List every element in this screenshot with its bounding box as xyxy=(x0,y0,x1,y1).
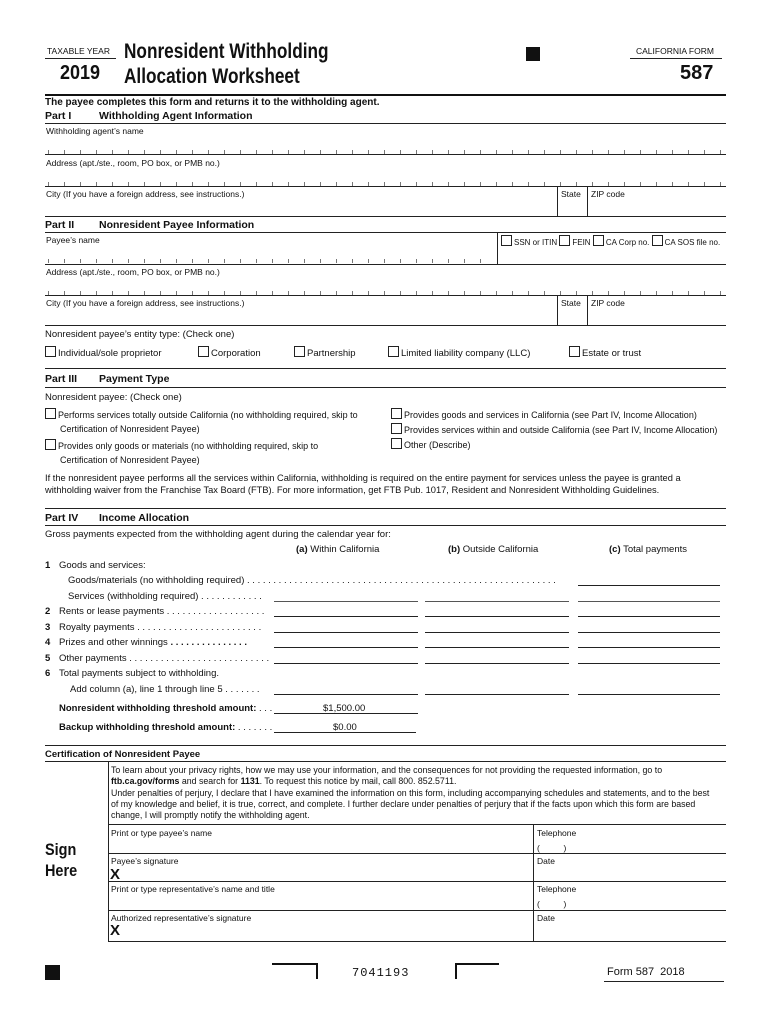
payee-date-label: Date xyxy=(537,856,555,866)
part4-top-rule xyxy=(45,508,726,509)
payee-signature-label: Payee’s signature xyxy=(111,856,179,866)
rep-date-input[interactable] xyxy=(536,923,724,938)
line1a-col-c-input[interactable] xyxy=(578,585,720,586)
line3-label: Royalty payments . . . . . . . . . . . . . . . . . . . . . . . . xyxy=(59,622,262,633)
here-label: Here xyxy=(45,861,78,880)
footer-code: 7041193 xyxy=(352,966,410,980)
col-b-letter: (b) xyxy=(448,544,461,555)
tax-year: 2019 xyxy=(60,62,101,84)
col-c-title: Total payments xyxy=(623,544,687,555)
line6-col-b-input[interactable] xyxy=(425,694,569,695)
line4-col-b-input[interactable] xyxy=(425,647,569,648)
taxable-year-label: TAXABLE YEAR xyxy=(47,46,110,56)
payee-print-name-input[interactable] xyxy=(109,838,531,852)
rep-print-name-input[interactable] xyxy=(109,894,531,908)
privacy-line2 xyxy=(111,776,456,786)
ssn-label: SSN or ITIN xyxy=(514,238,558,247)
entity-option-corporation[interactable] xyxy=(198,346,261,359)
col-c-header xyxy=(609,544,687,555)
services-within-outside-checkbox[interactable] xyxy=(391,423,402,434)
agent-zip-label: ZIP code xyxy=(591,189,625,199)
line1b-col-c-input[interactable] xyxy=(578,601,720,602)
agent-address-label: Address (apt./ste., room, PO box, or PMB no.) xyxy=(46,158,220,168)
payee-name-rule xyxy=(45,264,726,265)
rep-telephone-label: Telephone xyxy=(537,884,577,894)
line4-number: 4 xyxy=(45,637,51,648)
services-outside-label: Performs services totally outside California (no withholding required, skip to xyxy=(58,410,358,420)
ssn-checkbox[interactable] xyxy=(501,235,512,246)
line1a-label: Goods/materials (no withholding required) . . . . . . . . . . . . . . . . . . . . . . . . . . . . . . . . . . . . . . . . . . . . . . . . . . . . . . . . . . . xyxy=(68,575,556,586)
rep-name-top-rule xyxy=(108,881,726,882)
nonresident-threshold-label: Nonresident withholding threshold amount: . . . xyxy=(59,703,273,714)
form-title-line2: Allocation Worksheet xyxy=(124,65,300,88)
col-a-letter: (a) xyxy=(296,544,308,555)
line5-col-b-input[interactable] xyxy=(425,663,569,664)
other-label: Other (Describe) xyxy=(404,440,471,450)
line5-col-c-input[interactable] xyxy=(578,663,720,664)
col-a-title: Within California xyxy=(310,544,380,555)
goods-only-checkbox[interactable] xyxy=(45,439,56,450)
nonresident-threshold-line xyxy=(274,713,418,714)
taxable-year-underline xyxy=(45,58,116,59)
perjury-line1: Under penalties of perjury, I declare that I have examined the information on this form, including accompanying schedules and statements, and to the best xyxy=(111,788,710,798)
entity-option-partnership[interactable] xyxy=(294,346,356,359)
col-b-header xyxy=(448,544,538,555)
footer-bracket-left xyxy=(272,963,318,979)
payee-id-options xyxy=(501,235,720,247)
part2-rule xyxy=(45,232,726,233)
payee-name-label: Payee’s name xyxy=(46,235,100,245)
nonresident-threshold-text: Nonresident withholding threshold amount: xyxy=(59,703,257,714)
line2-col-b-input[interactable] xyxy=(425,616,569,617)
col-b-title: Outside California xyxy=(462,544,539,555)
part3-top-rule xyxy=(45,368,726,369)
payee-signature-x: X xyxy=(110,866,121,883)
perjury-line2: of my knowledge and belief, it is true, correct, and complete. I further declare under penalties of perjury that if the facts upon which this form are based xyxy=(111,799,696,809)
ca-sos-checkbox[interactable] xyxy=(652,235,663,246)
payee-date-input[interactable] xyxy=(536,866,724,880)
rep-sig-top-rule xyxy=(108,910,726,911)
line2-col-c-input[interactable] xyxy=(578,616,720,617)
line3-col-a-input[interactable] xyxy=(274,632,418,633)
line2-text: Rents or lease payments xyxy=(59,606,165,617)
individual-checkbox[interactable] xyxy=(45,346,56,357)
backup-threshold-label: Backup withholding threshold amount: . . . . . . . xyxy=(59,722,273,733)
line1-label: Goods and services: xyxy=(59,560,146,571)
agent-state-input[interactable] xyxy=(558,200,586,215)
line6-number: 6 xyxy=(45,668,51,679)
line2-label: Rents or lease payments . . . . . . . . . . . . . . . . . . . xyxy=(59,606,265,617)
ca-corp-label: CA Corp no. xyxy=(605,238,650,247)
rep-date-label: Date xyxy=(537,913,555,923)
payee-zip-input[interactable] xyxy=(588,309,726,324)
agent-city-rule xyxy=(45,216,726,217)
line1b-text: Services (withholding required) xyxy=(68,591,199,602)
agent-zip-input[interactable] xyxy=(588,200,726,215)
line1b-label: Services (withholding required) . . . . . . . . . . . . xyxy=(68,591,262,602)
fein-checkbox[interactable] xyxy=(559,235,570,246)
part2-label: Part II xyxy=(45,219,75,231)
ca-sos-label: CA SOS file no. xyxy=(664,238,721,247)
part3-rule xyxy=(45,387,726,388)
goods-services-ca-label: Provides goods and services in California (see Part IV, Income Allocation) xyxy=(404,410,697,420)
corporation-label: Corporation xyxy=(211,348,261,359)
goods-only-label-cont: Certification of Nonresident Payee) xyxy=(60,455,200,465)
line2-col-a-input[interactable] xyxy=(274,616,418,617)
col-a-header xyxy=(296,544,379,555)
payment-opt-services-within-outside[interactable] xyxy=(391,423,717,435)
payee-zip-label: ZIP code xyxy=(591,298,625,308)
payee-city-input[interactable] xyxy=(45,309,555,324)
line1b-col-b-input[interactable] xyxy=(425,601,569,602)
privacy-line1: To learn about your privacy rights, how we may use your information, and the consequences for not providing the requested information, go to xyxy=(111,765,663,775)
line5-text: Other payments xyxy=(59,653,127,664)
entity-option-individual[interactable] xyxy=(45,346,162,359)
rep-print-name-label: Print or type representative’s name and title xyxy=(111,884,275,894)
part4-title: Income Allocation xyxy=(99,512,190,524)
privacy-form-number: 1131 xyxy=(240,776,260,786)
payee-state-input[interactable] xyxy=(558,309,586,324)
services-within-outside-label: Provides services within and outside California (see Part IV, Income Allocation) xyxy=(404,425,718,435)
payee-name-top-rule xyxy=(108,824,726,825)
goods-services-ca-checkbox[interactable] xyxy=(391,408,402,419)
part4-rule xyxy=(45,525,726,526)
line3-text: Royalty payments xyxy=(59,622,135,633)
line3-col-b-input[interactable] xyxy=(425,632,569,633)
agent-name-label: Withholding agent’s name xyxy=(46,126,144,136)
payee-id-input[interactable] xyxy=(499,248,726,262)
goods-only-label: Provides only goods or materials (no withholding required, skip to xyxy=(58,441,319,451)
line1b-col-a-input[interactable] xyxy=(274,601,418,602)
footer-bracket-right xyxy=(455,963,499,979)
line5-number: 5 xyxy=(45,653,51,664)
part1-label: Part I xyxy=(45,110,72,122)
agent-city-input[interactable] xyxy=(45,200,555,215)
partnership-checkbox[interactable] xyxy=(294,346,305,357)
other-checkbox[interactable] xyxy=(391,438,402,449)
backup-threshold-value: $0.00 xyxy=(333,722,357,733)
individual-label: Individual/sole proprietor xyxy=(58,348,162,359)
rep-signature-x: X xyxy=(110,922,121,939)
part4-label: Part IV xyxy=(45,512,79,524)
footer-form-reference: Form 587 2018 xyxy=(607,966,685,978)
llc-label: Limited liability company (LLC) xyxy=(401,348,531,359)
rep-signature-input[interactable] xyxy=(125,922,530,938)
form-label-underline xyxy=(630,58,722,59)
entity-type-label: Nonresident payee’s entity type: (Check one) xyxy=(45,329,235,340)
agent-address-rule xyxy=(45,186,726,187)
california-form-label: CALIFORNIA FORM xyxy=(636,46,714,56)
line1-number: 1 xyxy=(45,560,51,571)
col-c-letter: (c) xyxy=(609,544,621,555)
payee-signature-input[interactable] xyxy=(125,866,530,880)
part3-label: Part III xyxy=(45,373,78,385)
line6-col-c-input[interactable] xyxy=(578,694,720,695)
certification-title: Certification of Nonresident Payee xyxy=(45,749,201,760)
line4-col-c-input[interactable] xyxy=(578,647,720,648)
payee-telephone-label: Telephone xyxy=(537,828,577,838)
entity-option-llc[interactable] xyxy=(388,346,530,359)
payee-name-ticks xyxy=(48,259,493,263)
line5-col-a-input[interactable] xyxy=(274,663,418,664)
payee-telephone-input[interactable]: ( ) xyxy=(537,843,567,853)
certification-bottom-rule xyxy=(108,941,726,942)
payment-opt-other[interactable] xyxy=(391,438,471,450)
corporation-checkbox[interactable] xyxy=(198,346,209,357)
footer-registration-mark xyxy=(45,965,60,980)
agent-city-label: City (If you have a foreign address, see instructions.) xyxy=(46,189,245,199)
llc-checkbox[interactable] xyxy=(388,346,399,357)
payee-address-label: Address (apt./ste., room, PO box, or PMB no.) xyxy=(46,267,220,277)
payee-state-label: State xyxy=(561,298,581,308)
payment-opt-goods-only[interactable] xyxy=(45,439,318,451)
footer-form-underline xyxy=(604,981,724,982)
line4-col-a-input[interactable] xyxy=(274,647,418,648)
backup-threshold-line xyxy=(274,732,416,733)
estate-checkbox[interactable] xyxy=(569,346,580,357)
line4-text: Prizes and other winnings xyxy=(59,637,168,648)
payee-city-rule xyxy=(45,325,726,326)
certification-rule xyxy=(45,761,726,762)
privacy-url-link[interactable]: ftb.ca.gov/forms xyxy=(111,776,180,786)
entity-option-estate[interactable] xyxy=(569,346,641,359)
payee-sig-top-rule xyxy=(108,853,726,854)
rep-telephone-input[interactable]: ( ) xyxy=(537,899,567,909)
fein-label: FEIN xyxy=(572,238,591,247)
agent-name-rule xyxy=(45,154,726,155)
registration-mark xyxy=(526,47,540,61)
part2-title: Nonresident Payee Information xyxy=(99,219,255,231)
part4-intro: Gross payments expected from the withholding agent during the calendar year for: xyxy=(45,529,391,540)
nonresident-threshold-value: $1,500.00 xyxy=(323,703,366,714)
payment-type-label: Nonresident payee: (Check one) xyxy=(45,392,182,403)
partnership-label: Partnership xyxy=(307,348,356,359)
intro-text: The payee completes this form and returns it to the withholding agent. xyxy=(45,97,380,108)
privacy-end: . To request this notice by mail, call 800. 852.5711. xyxy=(259,776,457,786)
line3-number: 3 xyxy=(45,622,51,633)
line3-col-c-input[interactable] xyxy=(578,632,720,633)
line4-label: Prizes and other winnings . . . . . . . . . . . . . . . xyxy=(59,637,247,648)
line5-label: Other payments . . . . . . . . . . . . . . . . . . . . . . . . . . . xyxy=(59,653,270,664)
header-rule xyxy=(45,94,726,96)
services-outside-label-cont: Certification of Nonresident Payee) xyxy=(60,424,200,434)
line6b-label: Add column (a), line 1 through line 5 . . . . . . . xyxy=(70,684,260,695)
agent-state-label: State xyxy=(561,189,581,199)
certification-top-rule xyxy=(45,745,726,746)
part1-rule xyxy=(45,123,726,124)
line6-col-a-input[interactable] xyxy=(274,694,418,695)
backup-threshold-text: Backup withholding threshold amount: xyxy=(59,722,236,733)
services-outside-checkbox[interactable] xyxy=(45,408,56,419)
payee-address-rule xyxy=(45,295,726,296)
part3-title: Payment Type xyxy=(99,373,170,385)
payee-print-name-label: Print or type payee’s name xyxy=(111,828,212,838)
sign-column-divider xyxy=(533,824,534,941)
form-number: 587 xyxy=(680,62,714,84)
payee-id-divider xyxy=(497,232,498,264)
payment-opt-goods-services-ca[interactable] xyxy=(391,408,697,420)
part3-note-line1: If the nonresident payee performs all the services within California, withholding is required on the entire payment for services unless the payee is granted a xyxy=(45,473,681,483)
line2-number: 2 xyxy=(45,606,51,617)
line6b-text: Add column (a), line 1 through line 5 xyxy=(70,684,223,695)
payment-opt-services-outside[interactable] xyxy=(45,408,358,420)
line1a-text: Goods/materials (no withholding required) xyxy=(68,575,245,586)
privacy-mid: and search for xyxy=(179,776,241,786)
payee-city-label: City (If you have a foreign address, see instructions.) xyxy=(46,298,245,308)
part1-title: Withholding Agent Information xyxy=(99,110,253,122)
line6-label: Total payments subject to withholding. xyxy=(59,668,220,679)
rep-signature-label: Authorized representative’s signature xyxy=(111,913,252,923)
form-title-line1: Nonresident Withholding xyxy=(124,40,329,63)
ca-corp-checkbox[interactable] xyxy=(593,235,604,246)
estate-label: Estate or trust xyxy=(582,348,642,359)
sign-label: Sign xyxy=(45,840,77,859)
perjury-line3: change, I will promptly notify the withholding agent. xyxy=(111,810,310,820)
part3-note-line2: withholding waiver from the Franchise Tax Board (FTB). For more information, get FTB Pub. 1017, Resident and Nonresident Withholding Guidelines. xyxy=(45,485,660,495)
